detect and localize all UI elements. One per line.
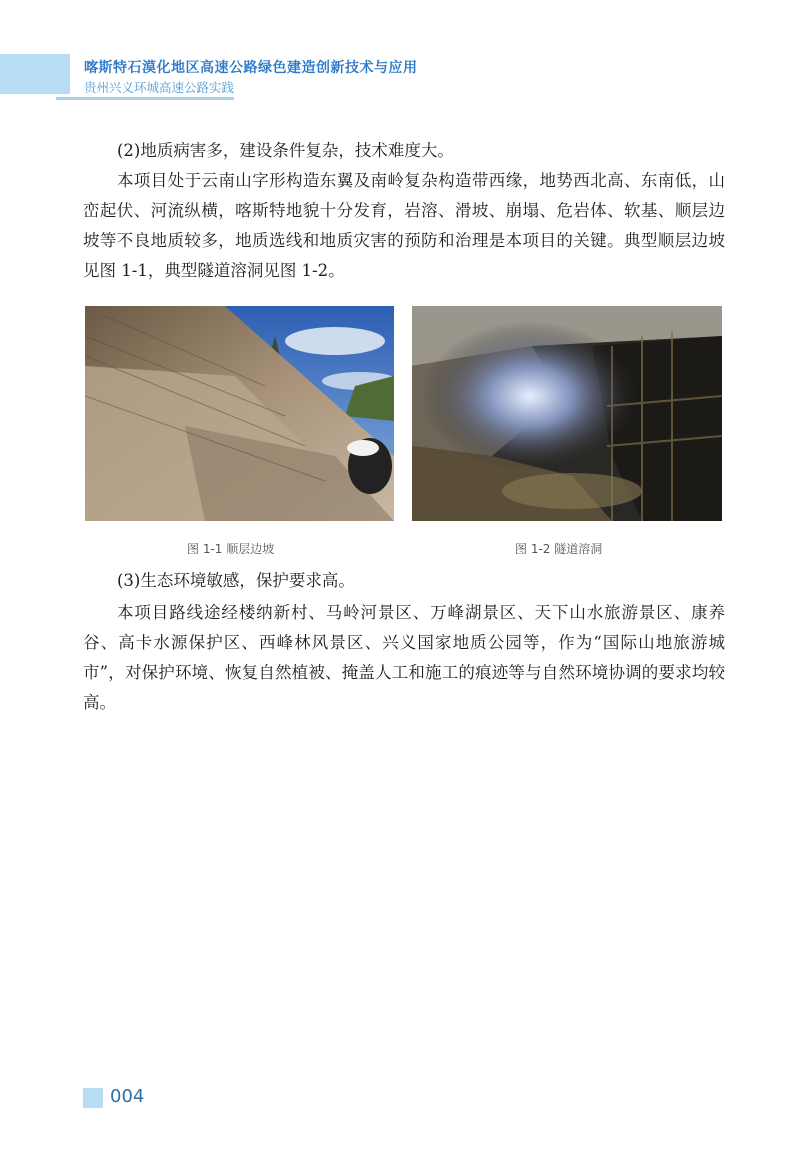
book-subtitle: 贵州兴义环城高速公路实践	[84, 80, 235, 95]
figure-1-2-caption: 图 1-2 隧道溶洞	[515, 542, 603, 556]
page-number: 004	[110, 1086, 145, 1107]
figure-1-1-caption: 图 1-1 顺层边坡	[187, 542, 275, 556]
page-marker-square	[83, 1088, 103, 1108]
figure-1-1-photo	[85, 306, 394, 521]
book-title: 喀斯特石漠化地区高速公路绿色建造创新技术与应用	[84, 60, 418, 76]
section-2-body: 本项目处于云南山字形构造东翼及南岭复杂构造带西缘，地势西北高、东南低，山峦起伏、河流纵横，喀斯特地貌十分发育，岩溶、滑坡、崩塌、危岩体、软基、顺层边坡等不良地质较多，地质选线和地质灾害的预防和治理是本项目的关键。典型顺层边坡见图 1-1，典型隧道溶洞见图 1-2。	[83, 171, 725, 280]
header-color-block	[0, 54, 70, 94]
section-3-body: 本项目路线途经楼纳新村、马岭河景区、万峰湖景区、天下山水旅游景区、康养谷、高卡水源保护区、西峰林风景区、兴义国家地质公园等，作为“国际山地旅游城市”，对保护环境、恢复自然植被、掩盖人工和施工的痕迹等与自然环境协调的要求均较高。	[83, 603, 725, 712]
figure-1-2-photo	[412, 306, 722, 521]
header-rule	[56, 97, 234, 100]
section-3-heading: (3)生态环境敏感，保护要求高。	[117, 571, 355, 590]
section-2-heading: (2)地质病害多，建设条件复杂，技术难度大。	[117, 141, 454, 160]
